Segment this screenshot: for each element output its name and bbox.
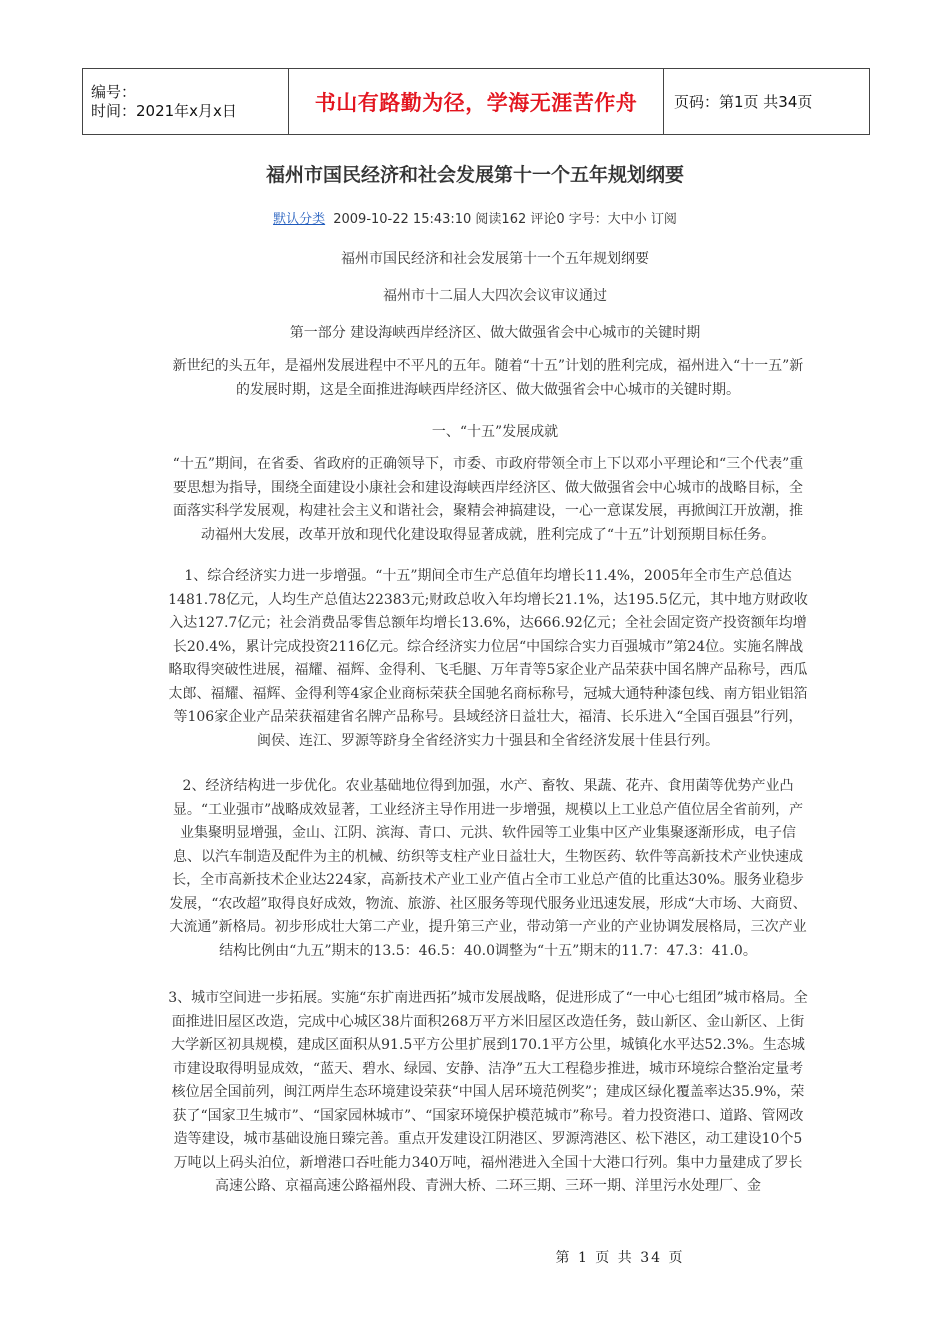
header-page-info: 页码：第1页 共34页 [664,69,870,135]
category-link[interactable]: 默认分类 [273,212,326,227]
header-motto: 书山有路勤为径，学海无涯苦作舟 [289,69,664,135]
article-meta-info: 2009-10-22 15:43:10 阅读162 评论0 字号：大中小 订阅 [333,212,677,227]
document-header [82,68,870,135]
article-title: 福州市国民经济和社会发展第十一个五年规划纲要 [265,164,684,186]
body-paragraph-structure: 2、经济结构进一步优化。农业基础地位得到加强，水产、畜牧、果蔬、花卉、食用菌等优势产业凸显。“工业强市”战略成效显著，工业经济主导作用进一步增强，规模以上工业总产值位居全省前列，产业集聚明显增强，金山、江阴、滨海、青口、元洪、软件园等工业集中区产业集聚逐渐形成，电子信息、以汽车制造及配件为主的机械、纺织等支柱产业日益壮大，生物医药、软件等高新技术产业快速成长，全市高新技术企业达224家，高新技术产业工业产值占全市工业总产值的比重达30%。服务业稳步发展，“农改超”取得良好成效，物流、旅游、社区服务等现代服务业迅速发展，形成“大市场、大商贸、大流通”新格局。初步形成壮大第二产业，提升第三产业，带动第一产业的产业协调发展格局，三次产业结构比例由“九五”期末的13.5：46.5：40.0调整为“十五”期末的11.7：47.3：41.0。 [169,778,807,959]
subtitle-plan-name: 福州市国民经济和社会发展第十一个五年规划纲要 [341,251,649,267]
article-meta [0,208,950,227]
body-paragraph-economy: 1、综合经济实力进一步增强。“十五”期间全市生产总值年均增长11.4%，2005年全市生产总值达1481.78亿元，人均生产总值达22383元;财政总收入年均增长21.1%，达195.5亿元，其中地方财政收入达127.7亿元；社会消费品零售总额年均增长13.6%，达666.92亿元；全社会固定资产投资额年均增长20.4%，累计完成投资2116亿元。综合经济实力位居“中国综合实力百强城市”第24位。实施名牌战略取得突破性进展，福耀、福辉、金得利、飞毛腿、万年青等5家企业产品荣获中国名牌产品称号，西瓜太郎、福耀、福辉、金得利等4家企业商标荣获全国驰名商标称号，冠城大通特种漆包线、南方铝业铝箔等106家企业产品荣获福建省名牌产品称号。县域经济日益壮大，福清、长乐进入“全国百强县”行列，闽侯、连江、罗源等跻身全省经济实力十强县和全省经济发展十佳县行列。 [168,568,808,749]
document-number-label: 编号： [91,82,137,101]
body-paragraph-urban: 3、城市空间进一步拓展。实施“东扩南进西拓”城市发展战略，促进形成了“一中心七组团”城市格局。全面推进旧屋区改造，完成中心城区38片面积268万平方米旧屋区改造任务，鼓山新区、金山新区、上街大学新区初具规模，建成区面积从91.5平方公里扩展到170.1平方公里，城镇化水平达52.3%。生态城市建设取得明显成效，“蓝天、碧水、绿园、安静、洁净”五大工程稳步推进，城市环境综合整治定量考核位居全国前列，闽江两岸生态环境建设荣获“中国人居环境范例奖”；建成区绿化覆盖率达35.9%，荣获了“国家卫生城市”、“国家园林城市”、“国家环境保护模范城市”称号。着力投资港口、道路、管网改造等建设，城市基础设施日臻完善。重点开发建设江阴港区、罗源湾港区、松下港区，动工建设10个5万吨以上码头泊位，新增港口吞吐能力340万吨，福州港进入全国十大港口行列。集中力量建成了罗长高速公路、京福高速公路福州段、青洲大桥、二环三期、三环一期、洋里污水处理厂、金 [168,990,808,1194]
section-heading: 一、“十五”发展成就 [431,424,559,440]
body-paragraph-overview: “十五”期间，在省委、省政府的正确领导下，市委、市政府带领全市上下以邓小平理论和“三个代表”重要思想为指导，围绕全面建设小康社会和建设海峡西岸经济区、做大做强省会中心城市的战略目标，全面落实科学发展观，构建社会主义和谐社会，聚精会神搞建设，一心一意谋发展，再掀闽江开放潮，推动福州大发展，改革开放和现代化建设取得显著成就，胜利完成了“十五”计划预期目标任务。 [172,456,804,543]
part-heading: 第一部分 建设海峡西岸经济区、做大做强省会中心城市的关键时期 [289,325,701,341]
subtitle-approval: 福州市十二届人大四次会议审议通过 [383,288,607,304]
intro-paragraph: 新世纪的头五年，是福州发展进程中不平凡的五年。随着“十五”计划的胜利完成，福州进入“十一五”新的发展时期，这是全面推进海峡西岸经济区、做大做强省会中心城市的关键时期。 [172,358,804,398]
document-date-label: 时间：2021年x月x日 [91,101,237,120]
header-meta-cell [83,69,289,135]
page-footer: 第 1 页 共 34 页 [555,1250,685,1266]
